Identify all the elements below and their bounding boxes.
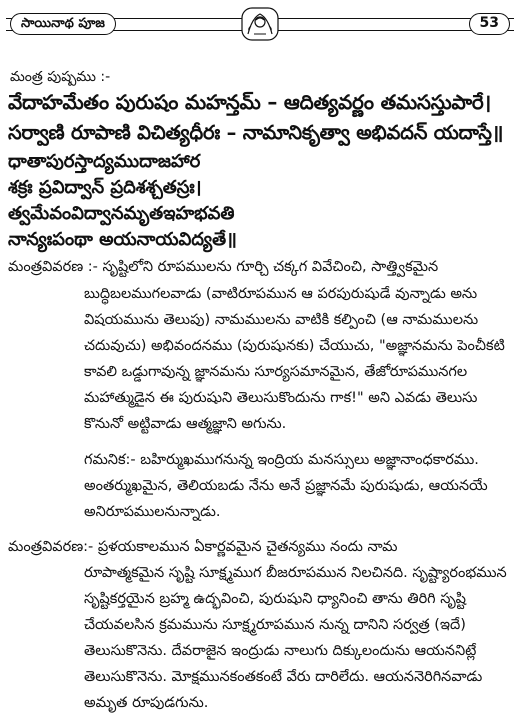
paragraph-first-line: [8, 257, 438, 277]
verse-line: శక్రః ప్రవిద్వాన్ ప్రదిశశ్చతస్రః।: [8, 177, 202, 198]
verse-line: సర్వాణి రూపాణి విచిత్యధీరః – నామానికృత్వా అభివదన్ యదాస్తే॥: [8, 121, 504, 144]
section-label: మంత్ర పుష్పము :-: [10, 69, 111, 85]
page-number: 53: [469, 13, 510, 35]
verse-line: వేదాహమేతం పురుషం మహన్తమ్ – ఆదిత్యవర్ణం తమసస్తుపారే।: [8, 90, 491, 114]
verse-line: ధాతాపురస్తాద్యముదాజహార: [8, 151, 201, 172]
running-title: సాయినాథ పూజ: [10, 13, 116, 35]
paragraph-line: సృష్టికర్తయైన బ్రహ్మ ఉద్భవించి, పురుషుని ధ్యానించి తాను తిరిగి సృష్టి: [84, 591, 466, 607]
page-header: [6, 4, 514, 44]
paragraph-line: చేయవలసిన క్రమమును సూక్ష్మరూపమున నున్న దానిని సర్వత్ర (ఇదే): [84, 617, 466, 633]
note-first-line: [84, 450, 479, 470]
paragraph-line: కావలి ఒడ్డుగావున్న జ్ఞానమను సూర్యసమానమైన, తేజోరూపమునగల: [84, 364, 468, 380]
paragraph-line: చదువుచు) అభివందనము (పురుషునకు) చేయుచు, "అజ్ఞానమను పెంచీకటి: [84, 338, 505, 354]
paragraph-line: తెలుసుకొనెను. దేవరాజైన ఇంద్రుడు నాలుగు దిక్కులందును ఆయననిట్లే: [84, 643, 477, 659]
paragraph-line: కొనునో అట్టివాడు ఆత్మజ్ఞాని అగును.: [84, 416, 287, 432]
verse-line: త్వమేవంవిద్వానమృతఇహభవతి: [8, 203, 235, 224]
paragraph-line: అమృత రూపుడగును.: [84, 695, 209, 711]
note-line: అంతర్ముఖమైన, తెలియబడు నేను అనే ప్రజ్ఞానమే పురుషుడు, ఆయనయే: [84, 478, 488, 494]
note-text: బహిర్ముఖముగనున్న ఇంద్రియ మనస్సులు అజ్ఞానాంధకారము.: [140, 452, 479, 468]
paragraph-first-line: [8, 537, 397, 557]
note-label: గమనిక:-: [84, 452, 136, 468]
paragraph-line: రూపాత్మకమైన సృష్టి సూక్ష్మముగ బీజరూపమున నిలచినది. సృష్ట్యారంభమున: [84, 565, 507, 581]
section-label: మంత్రవివరణ :-: [8, 259, 98, 275]
paragraph-line: తెలుసుకొనెను. మోక్షమునకంతకంటే వేరు దారిలేదు. ఆయననెరిగినవాడు: [84, 669, 483, 685]
sai-baba-emblem-icon: [238, 4, 282, 44]
section-label: మంత్రవివరణ:-: [8, 539, 94, 555]
note-line: అనిరూపములనున్నాడు.: [84, 504, 221, 520]
paragraph-line: బుద్ధిబలముగలవాడు (వాటిరూపమున ఆ పరపురుషుడే వున్నాడు అను: [84, 286, 478, 302]
paragraph-line: విషయమును తెలుపు) నామములను వాటికి కల్పించి (ఆ నామములను: [84, 312, 479, 328]
verse-line: నాన్యఃపంథా అయనాయవిద్యతే॥: [8, 229, 237, 250]
paragraph-line: మహాత్ముడైన ఈ పురుషుని తెలుసుకొందును గాక!" అని ఎవడు తెలుసు: [84, 390, 478, 406]
paragraph-text: ప్రళయకాలమున ఏకార్ణవమైన చైతన్యము నందు నామ: [97, 539, 398, 555]
paragraph-text: సృష్టిలోని రూపములను గూర్చి చక్కగ వివేచించి, సాత్త్వికమైన: [102, 259, 439, 275]
